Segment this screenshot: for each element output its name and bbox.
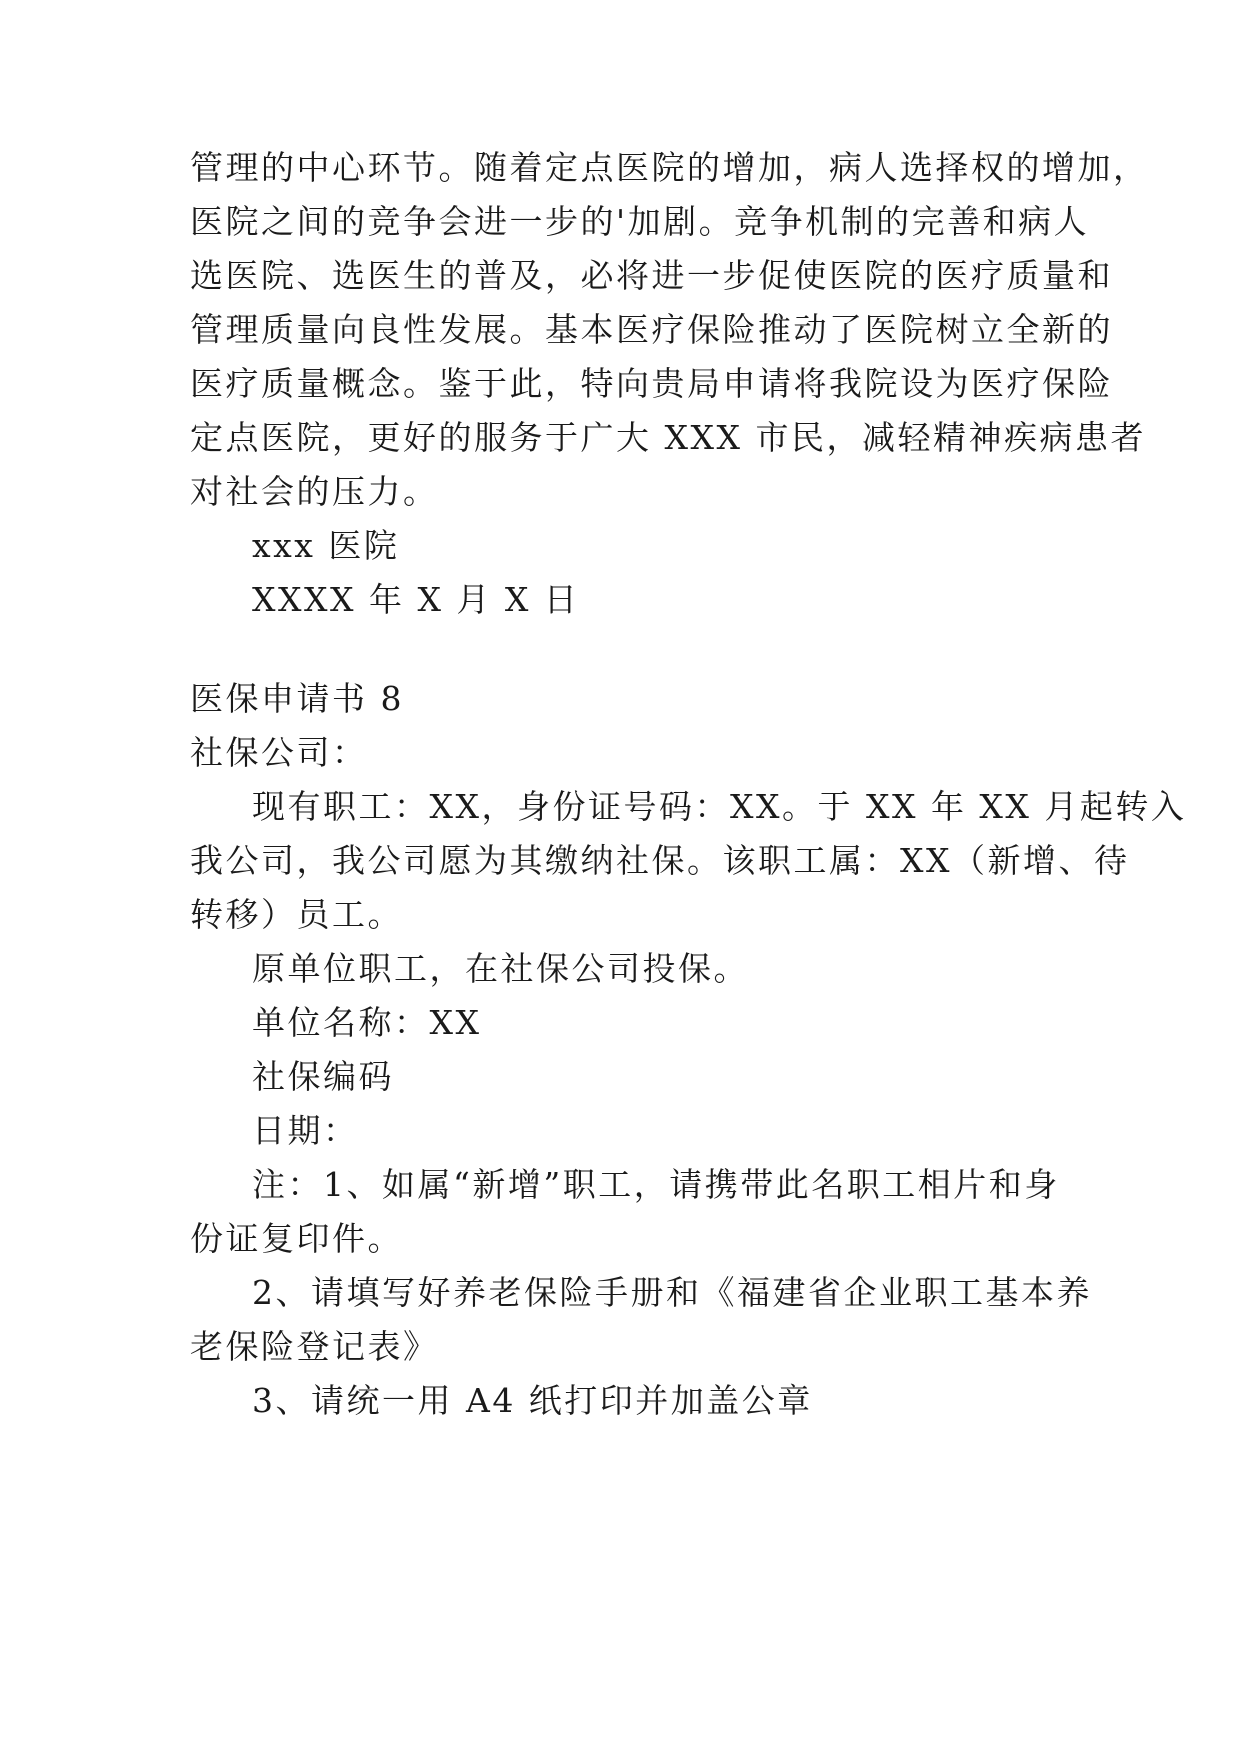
body-line: 现有职工：XX，身份证号码：XX。于 XX 年 XX 月起转入: [252, 787, 1187, 826]
hospital-signature: xxx 医院: [252, 526, 400, 565]
date-label: 日期：: [252, 1111, 359, 1150]
note-line: 3、请统一用 A4 纸打印并加盖公章: [252, 1381, 813, 1420]
note-line: 老保险登记表》: [190, 1327, 439, 1366]
unit-name: 单位名称：XX: [252, 1003, 482, 1042]
body-line: 我公司，我公司愿为其缴纳社保。该职工属：XX（新增、待: [190, 841, 1130, 880]
salutation: 社保公司：: [190, 733, 368, 772]
note-line: 2、请填写好养老保险手册和《福建省企业职工基本养: [252, 1273, 1092, 1312]
section-title: 医保申请书 8: [190, 679, 404, 718]
body-line: 管理质量向良性发展。基本医疗保险推动了医院树立全新的: [190, 310, 1113, 349]
body-line: 医院之间的竞争会进一步的'加剧。竞争机制的完善和病人: [190, 202, 1090, 241]
body-line: 管理的中心环节。随着定点医院的增加，病人选择权的增加，: [190, 148, 1149, 187]
body-line: 医疗质量概念。鉴于此，特向贵局申请将我院设为医疗保险: [190, 364, 1113, 403]
body-line: 转移）员工。: [190, 895, 403, 934]
body-line: 对社会的压力。: [190, 472, 439, 511]
social-security-code: 社保编码: [252, 1057, 394, 1096]
body-line: 原单位职工，在社保公司投保。: [252, 949, 749, 988]
note-line: 注：1、如属“新增”职工，请携带此名职工相片和身: [252, 1165, 1060, 1204]
body-line: 定点医院，更好的服务于广大 XXX 市民，减轻精神疾病患者: [190, 418, 1146, 457]
signature-date: XXXX 年 X 月 X 日: [252, 580, 580, 619]
note-line: 份证复印件。: [190, 1219, 403, 1258]
body-line: 选医院、选医生的普及，必将进一步促使医院的医疗质量和: [190, 256, 1113, 295]
document-page: [190, 0, 1187, 1754]
